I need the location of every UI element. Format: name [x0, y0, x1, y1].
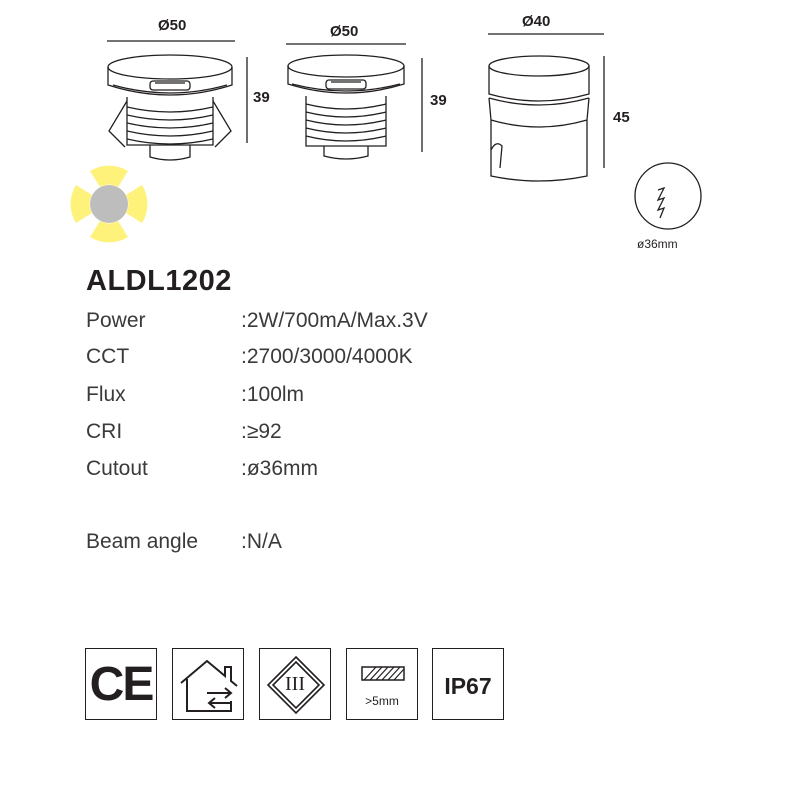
spec-value-flux: :100lm	[241, 383, 305, 406]
ip-rating-badge	[432, 648, 504, 720]
fixture-c-height-label: 45	[613, 109, 630, 126]
fixture-a-drawing	[95, 35, 255, 165]
light-distribution-icon	[68, 163, 150, 245]
spec-label-beam-angle: Beam angle	[86, 530, 199, 553]
ce-mark-badge	[85, 648, 157, 720]
spec-value-cct: :2700/3000/4000K	[241, 345, 413, 368]
house-arrow-icon	[173, 649, 245, 721]
indoor-use-badge	[172, 648, 244, 720]
fixture-c-drawing	[482, 28, 612, 188]
spec-label-cct: CCT	[86, 345, 130, 368]
spec-value-cri: :≥92	[241, 420, 282, 443]
fixture-b-drawing	[280, 38, 430, 163]
spec-value-cutout: :ø36mm	[241, 457, 319, 480]
min-distance-badge	[346, 648, 418, 720]
spec-label-cutout: Cutout	[86, 457, 148, 480]
class-iii-text: III	[285, 673, 305, 695]
ce-mark-text: CE	[89, 658, 153, 711]
spec-label-cri: CRI	[86, 420, 123, 443]
fixture-a-diameter-label: Ø50	[158, 17, 187, 34]
spec-label-power: Power	[86, 309, 146, 332]
cutout-drawing	[632, 160, 704, 236]
fixture-b-diameter-label: Ø50	[330, 23, 359, 40]
fixture-a-height-label: 39	[253, 89, 270, 106]
min-distance-text: >5mm	[365, 694, 399, 708]
fixture-c-diameter-label: Ø40	[522, 13, 551, 30]
ip-rating-text: IP67	[444, 673, 492, 699]
spec-value-beam-angle: :N/A	[241, 530, 282, 553]
spec-label-flux: Flux	[86, 383, 126, 406]
spec-value-power: :2W/700mA/Max.3V	[241, 309, 428, 332]
hatched-surface-icon	[347, 649, 419, 721]
cutout-label: ø36mm	[637, 237, 678, 251]
fixture-b-height-label: 39	[430, 92, 447, 109]
protection-class-badge	[259, 648, 331, 720]
product-model-title: ALDL1202	[86, 265, 232, 297]
